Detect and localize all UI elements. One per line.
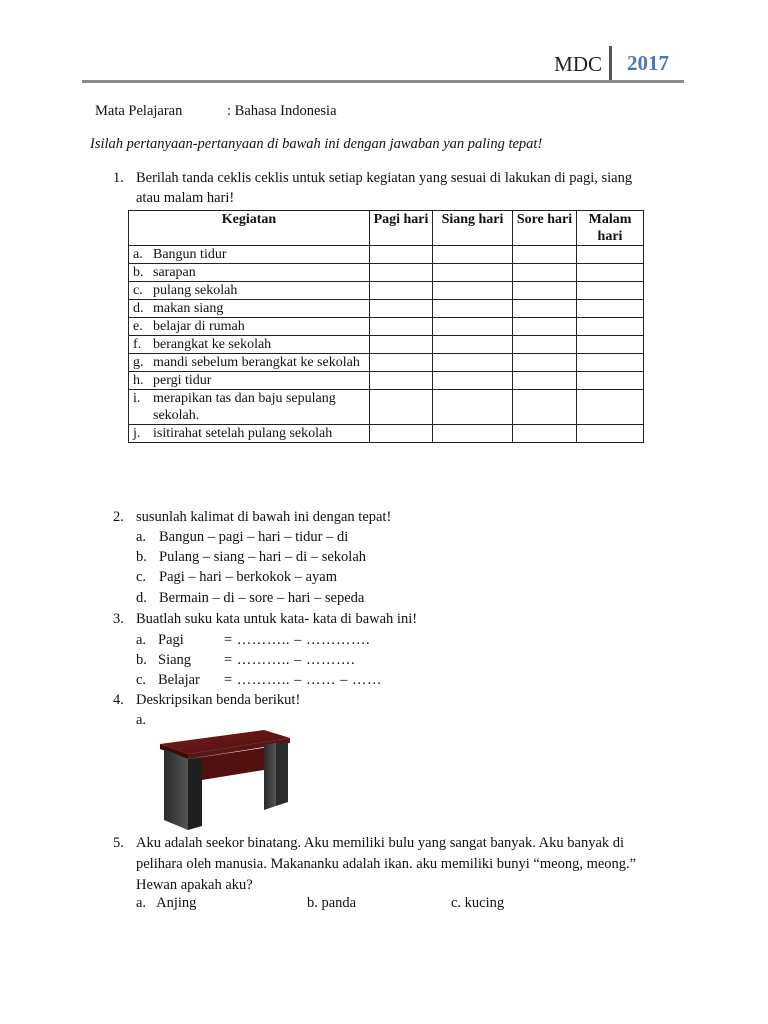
checkbox-cell[interactable]	[577, 354, 644, 372]
checkbox-cell[interactable]	[433, 390, 513, 425]
q3-number: 3.	[113, 611, 124, 627]
checkbox-cell[interactable]	[513, 246, 577, 264]
q1-text: Berilah tanda ceklis ceklis untuk setiap kegiatan yang sesuai di lakukan di pagi, siang atau malam hari!	[136, 170, 633, 206]
header-rule	[82, 80, 684, 83]
checkbox-cell[interactable]	[433, 264, 513, 282]
table-row	[129, 282, 644, 300]
q3-text: Buatlah suku kata untuk kata- kata di bawah ini!	[136, 611, 418, 627]
q5-line-3: Hewan apakah aku?	[136, 877, 253, 893]
q4-number: 4.	[113, 692, 124, 708]
activity-cell: g. mandi sebelum berangkat ke sekolah	[129, 354, 370, 372]
checkbox-cell[interactable]	[513, 282, 577, 300]
checkbox-cell[interactable]	[513, 264, 577, 282]
list-item: b. Siang = ……….. – ……….	[136, 652, 356, 668]
table-row	[129, 336, 644, 354]
checkbox-cell[interactable]	[433, 425, 513, 443]
table-row	[129, 318, 644, 336]
checkbox-cell[interactable]	[513, 318, 577, 336]
header-divider	[609, 46, 612, 82]
table-row	[129, 390, 644, 425]
checkbox-cell[interactable]	[370, 336, 433, 354]
col-siang: Siang hari	[433, 211, 513, 246]
choice-b: b. panda	[307, 895, 357, 911]
checkbox-cell[interactable]	[433, 372, 513, 390]
activity-cell: d. makan siang	[129, 300, 370, 318]
col-kegiatan: Kegiatan	[129, 211, 370, 246]
table-header-row	[129, 211, 644, 246]
col-sore: Sore hari	[513, 211, 577, 246]
list-item: b. Pulang – siang – hari – di – sekolah	[136, 549, 367, 565]
checkbox-cell[interactable]	[577, 246, 644, 264]
checkbox-cell[interactable]	[370, 390, 433, 425]
header-year: 2017	[627, 51, 669, 75]
col-malam: Malam hari	[577, 211, 644, 246]
table-row	[129, 246, 644, 264]
list-item: d. Bermain – di – sore – hari – sepeda	[136, 590, 365, 606]
subject-line	[95, 103, 337, 120]
activity-cell: a. Bangun tidur	[129, 246, 370, 264]
checkbox-cell[interactable]	[370, 425, 433, 443]
checkbox-cell[interactable]	[513, 390, 577, 425]
checkbox-cell[interactable]	[577, 300, 644, 318]
checkbox-cell[interactable]	[577, 372, 644, 390]
table-row	[129, 354, 644, 372]
checkbox-cell[interactable]	[513, 354, 577, 372]
q1-number: 1.	[113, 170, 124, 186]
activity-cell: j. isitirahat setelah pulang sekolah	[129, 425, 370, 443]
checkbox-cell[interactable]	[370, 246, 433, 264]
checkbox-cell[interactable]	[577, 390, 644, 425]
q2-text: susunlah kalimat di bawah ini dengan tepat!	[136, 509, 392, 525]
checkbox-cell[interactable]	[513, 300, 577, 318]
choice-a: a. Anjing	[136, 895, 197, 911]
list-item: c. Belajar = ……….. – …… – ……	[136, 672, 383, 688]
q4-letter: a.	[136, 712, 147, 728]
q5-line-1: Aku adalah seekor binatang. Aku memiliki bulu yang sangat banyak. Aku banyak di	[136, 835, 625, 851]
checkbox-cell[interactable]	[370, 372, 433, 390]
checkbox-cell[interactable]	[370, 264, 433, 282]
checkbox-cell[interactable]	[577, 425, 644, 443]
checkbox-cell[interactable]	[433, 354, 513, 372]
subject-label: Mata Pelajaran	[95, 103, 183, 119]
table-row	[129, 425, 644, 443]
list-item: a. Bangun – pagi – hari – tidur – di	[136, 529, 349, 545]
activity-cell: b. sarapan	[129, 264, 370, 282]
checkbox-cell[interactable]	[370, 354, 433, 372]
checkbox-cell[interactable]	[433, 246, 513, 264]
page-header	[82, 44, 684, 82]
checkbox-cell[interactable]	[370, 300, 433, 318]
checkbox-cell[interactable]	[577, 318, 644, 336]
choice-c: c. kucing	[451, 895, 505, 911]
list-item: c. Pagi – hari – berkokok – ayam	[136, 569, 337, 585]
activity-table	[128, 210, 644, 443]
desk-image	[158, 726, 292, 832]
table-row	[129, 300, 644, 318]
checkbox-cell[interactable]	[577, 336, 644, 354]
checkbox-cell[interactable]	[433, 318, 513, 336]
checkbox-cell[interactable]	[513, 425, 577, 443]
subject-value: : Bahasa Indonesia	[227, 103, 337, 119]
col-pagi: Pagi hari	[370, 211, 433, 246]
activity-cell: c. pulang sekolah	[129, 282, 370, 300]
checkbox-cell[interactable]	[513, 372, 577, 390]
q5-number: 5.	[113, 835, 124, 851]
checkbox-cell[interactable]	[513, 336, 577, 354]
table-row	[129, 264, 644, 282]
q4-text: Deskripsikan benda berikut!	[136, 692, 301, 708]
checkbox-cell[interactable]	[433, 336, 513, 354]
checkbox-cell[interactable]	[370, 282, 433, 300]
instruction: Isilah pertanyaan-pertanyaan di bawah ini dengan jawaban yan paling tepat!	[90, 136, 543, 152]
activity-cell: e. belajar di rumah	[129, 318, 370, 336]
header-brand: MDC	[554, 52, 602, 76]
checkbox-cell[interactable]	[433, 300, 513, 318]
activity-cell: i. merapikan tas dan baju sepulang sekolah.	[129, 390, 370, 425]
activity-cell: h. pergi tidur	[129, 372, 370, 390]
list-item: a. Pagi = ……….. – ………….	[136, 632, 371, 648]
checkbox-cell[interactable]	[433, 282, 513, 300]
checkbox-cell[interactable]	[577, 264, 644, 282]
checkbox-cell[interactable]	[577, 282, 644, 300]
q2-number: 2.	[113, 509, 124, 525]
table-row	[129, 372, 644, 390]
checkbox-cell[interactable]	[370, 318, 433, 336]
q5-line-2: pelihara oleh manusia. Makananku adalah ikan. aku memiliki bunyi “meong, meong.”	[136, 856, 637, 872]
activity-cell: f. berangkat ke sekolah	[129, 336, 370, 354]
